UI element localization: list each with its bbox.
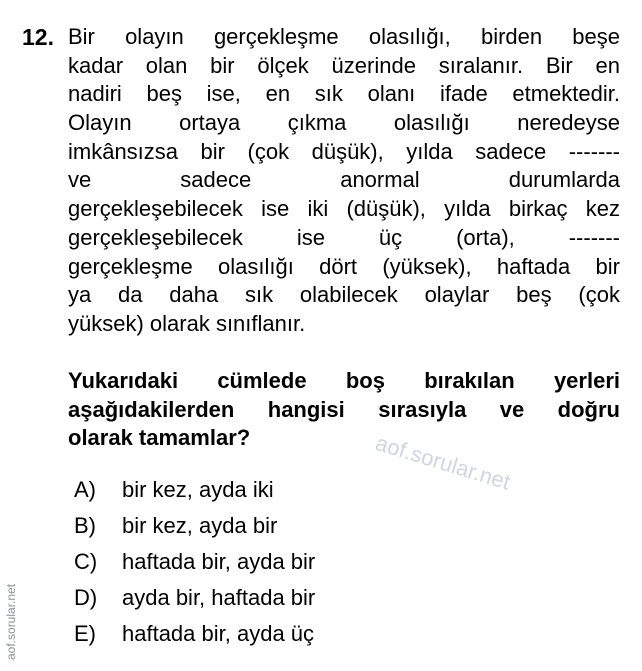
stem-line: yüksek) olarak sınıflanır. [68, 310, 306, 336]
option-letter: A) [74, 477, 96, 502]
stem-line: Olayın ortaya çıkma olasılığı neredeyse [68, 110, 620, 136]
option-letter: B) [74, 513, 96, 538]
stem-line: ve sadece anormal durumlarda [68, 167, 620, 193]
option-d[interactable] [74, 583, 315, 619]
stem-line: imkânsızsa bir (çok düşük), yılda sadece ------- [68, 138, 620, 164]
option-text: haftada bir, ayda bir [122, 549, 316, 574]
option-letter: D) [74, 585, 98, 610]
side-watermark: aof.sorular.net [4, 583, 18, 660]
stem-line: gerçekleşme olasılığı dört (yüksek), haftada bir [68, 253, 620, 279]
answer-options [74, 475, 315, 655]
watermark: aof.sorular.net [372, 430, 514, 495]
option-c[interactable] [74, 547, 315, 583]
option-text: ayda bir, haftada bir [122, 585, 316, 610]
prompt-line: Yukarıdaki cümlede boş bırakılan yerleri [68, 368, 620, 393]
option-e[interactable] [74, 619, 315, 655]
stem-line: gerçekleşebilecek ise iki (düşük), yılda birkaç kez [68, 196, 620, 222]
stem-line: ya da daha sık olabilecek olaylar beş (çok [68, 282, 620, 308]
option-letter: C) [74, 549, 98, 574]
option-a[interactable] [74, 475, 315, 511]
question-number: 12. [22, 24, 54, 50]
option-letter: E) [74, 621, 96, 646]
stem-line: gerçekleşebilecek ise üç (orta), ------- [68, 224, 620, 250]
option-text: haftada bir, ayda üç [122, 621, 315, 646]
question-prompt [68, 367, 620, 453]
prompt-line: olarak tamamlar? [68, 425, 251, 451]
stem-line: kadar olan bir ölçek üzerinde sıralanır. Bir en [68, 52, 620, 78]
option-text: bir kez, ayda iki [122, 477, 274, 502]
prompt-line: aşağıdakilerden hangisi sırasıyla ve doğru [68, 396, 620, 422]
stem-line: nadiri beş ise, en sık olanı ifade etmektedir. [68, 81, 620, 107]
option-b[interactable] [74, 511, 315, 547]
option-text: bir kez, ayda bir [122, 513, 278, 538]
stem-line: Bir olayın gerçekleşme olasılığı, birden beşe [68, 24, 620, 49]
question-stem [68, 23, 620, 339]
